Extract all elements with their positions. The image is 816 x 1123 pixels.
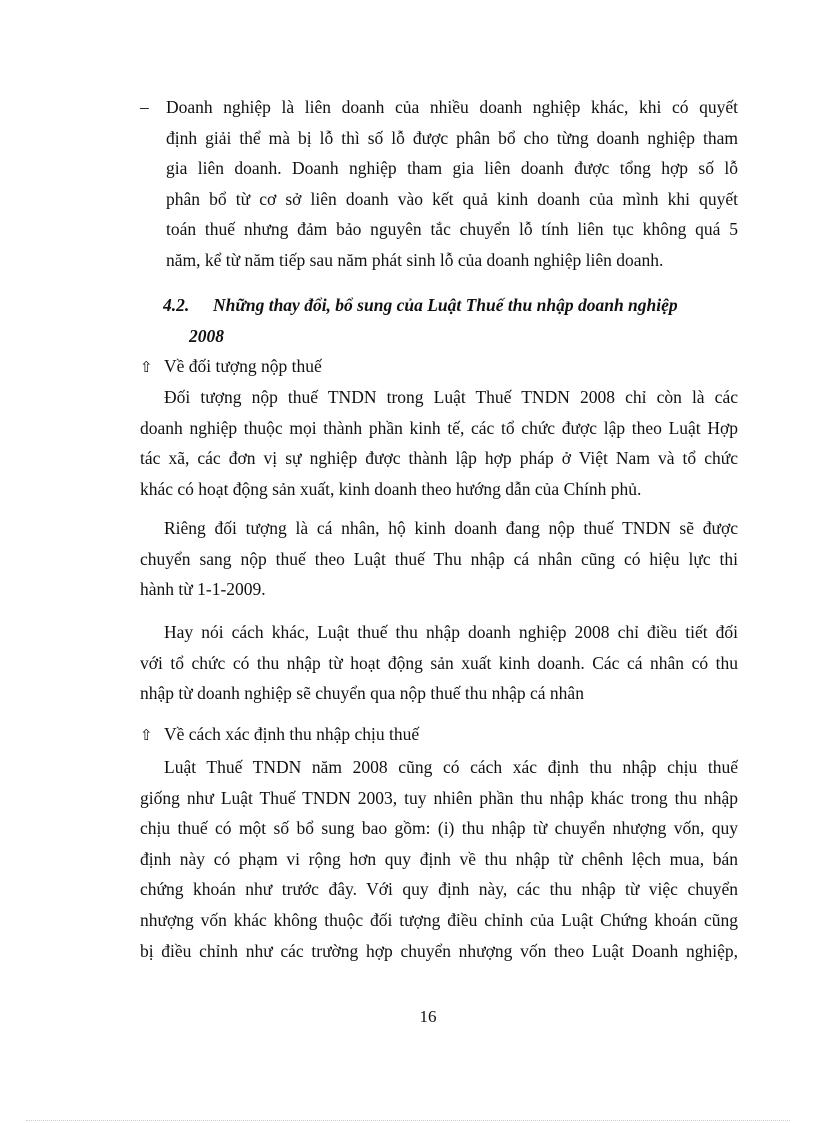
- text-line: với tổ chức có thu nhập từ hoạt động sản xuất kinh doanh. Các cá nhân có thu: [140, 652, 738, 673]
- heading-line-1: [163, 290, 738, 321]
- heading-title: Những thay đổi, bổ sung của Luật Thuế thu nhập doanh nghiệp: [213, 295, 678, 315]
- text-line: bị điều chỉnh như các trường hợp chuyển nhượng vốn theo Luật Doanh nghiệp,: [140, 940, 738, 961]
- text-line: chuyển sang nộp thuế theo Luật thuế Thu nhập cá nhân cũng có hiệu lực thi: [140, 548, 738, 569]
- section-heading: [163, 290, 738, 351]
- text-line: nhập từ doanh nghiệp sẽ chuyển qua nộp thuế thu nhập cá nhân: [140, 683, 584, 704]
- text-line: chứng khoán như trước đây. Với quy định này, các thu nhập từ việc chuyển: [140, 879, 738, 900]
- text-line: tác xã, các đơn vị sự nghiệp được thành lập hợp pháp ở Việt Nam và tổ chức: [140, 448, 738, 469]
- text-line: phân bổ từ cơ sở liên doanh vào kết quả kinh doanh của mình khi quyết: [166, 188, 738, 209]
- text-line: Hay nói cách khác, Luật thuế thu nhập doanh nghiệp 2008 chỉ điều tiết đối: [164, 622, 738, 642]
- footer-divider: [26, 1120, 790, 1121]
- text-line: Doanh nghiệp là liên doanh của nhiều doanh nghiệp khác, khi có quyết: [166, 97, 738, 117]
- text-line: định giải thể mà bị lỗ thì số lỗ được phân bổ cho từng doanh nghiệp tham: [166, 127, 738, 148]
- text-line: Đối tượng nộp thuế TNDN trong Luật Thuế TNDN 2008 chỉ còn là các: [164, 387, 738, 407]
- bullet-text: Về đối tượng nộp thuế: [164, 356, 322, 376]
- bullet-item: [140, 351, 738, 383]
- arrow-up-icon: ⇧: [140, 358, 153, 376]
- heading-line-2: 2008: [189, 325, 224, 346]
- text-line: doanh nghiệp thuộc mọi thành phần kinh tế, các tổ chức được lập theo Luật Hợp: [140, 417, 738, 438]
- text-line: năm, kể từ năm tiếp sau năm phát sinh lỗ của doanh nghiệp liên doanh.: [166, 249, 664, 270]
- bullet-text: Về cách xác định thu nhập chịu thuế: [164, 724, 420, 744]
- text-line: Luật Thuế TNDN năm 2008 cũng có cách xác định thu nhập chịu thuế: [164, 757, 738, 777]
- dash-marker: –: [140, 97, 149, 117]
- text-line: định này có phạm vi rộng hơn quy định về thu nhập từ chênh lệch mua, bán: [140, 848, 738, 869]
- page-number: 16: [419, 1007, 437, 1026]
- text-line: giống như Luật Thuế TNDN 2003, tuy nhiên phần thu nhập khác trong thu nhập: [140, 787, 738, 808]
- paragraph: [140, 382, 738, 504]
- text-line: hành từ 1-1-2009.: [140, 579, 266, 600]
- dash-item-text: [166, 92, 738, 276]
- text-line: chịu thuế có một số bổ sung bao gồm: (i) thu nhập từ chuyển nhượng vốn, quy: [140, 818, 738, 839]
- text-line: toán thuế nhưng đảm bảo nguyên tắc chuyển lỗ tính liên tục không quá 5: [166, 219, 738, 240]
- paragraph: [140, 617, 738, 709]
- heading-number: 4.2.: [163, 295, 190, 315]
- arrow-up-icon: ⇧: [140, 726, 153, 744]
- paragraph: [140, 752, 738, 966]
- text-line: nhượng vốn khác không thuộc đối tượng điều chỉnh của Luật Chứng khoán cũng: [140, 909, 738, 930]
- bullet-item: [140, 719, 738, 751]
- text-line: khác có hoạt động sản xuất, kinh doanh theo hướng dẫn của Chính phủ.: [140, 478, 642, 499]
- text-line: gia liên doanh. Doanh nghiệp tham gia liên doanh được tổng hợp số lỗ: [166, 158, 738, 179]
- paragraph: [140, 513, 738, 605]
- text-line: Riêng đối tượng là cá nhân, hộ kinh doanh đang nộp thuế TNDN sẽ được: [164, 518, 738, 538]
